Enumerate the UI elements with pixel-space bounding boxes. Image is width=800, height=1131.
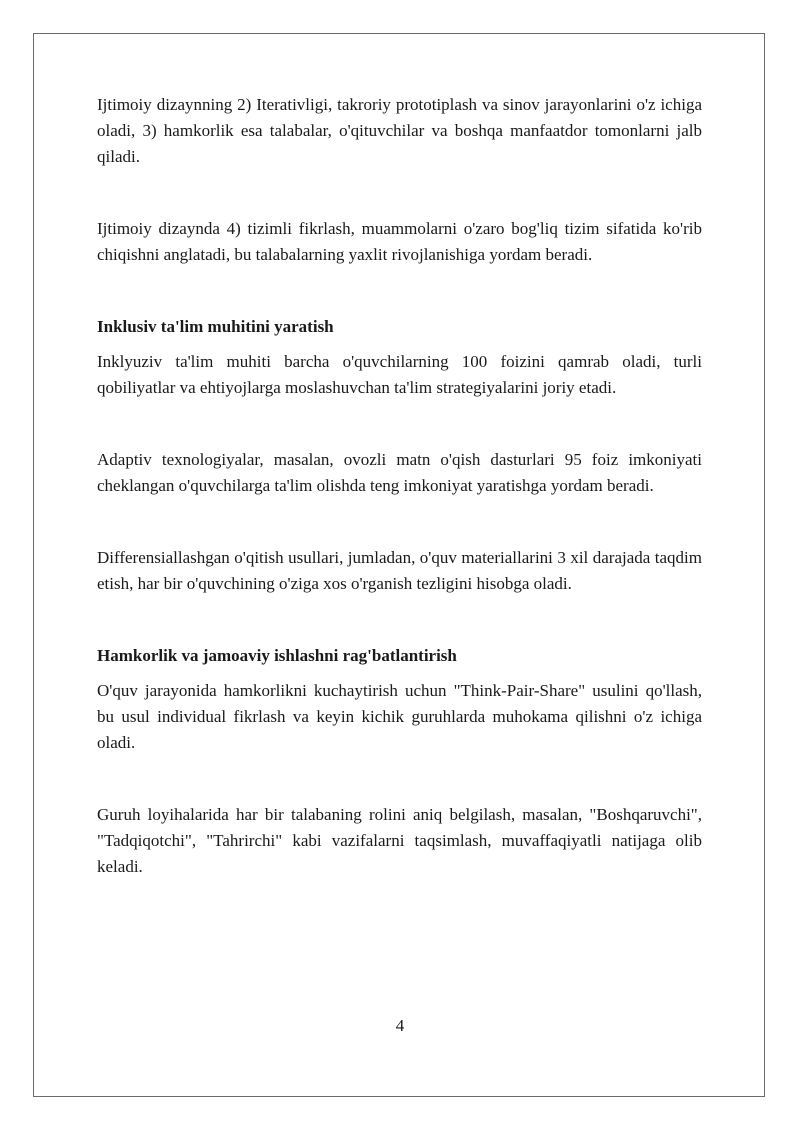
paragraph-group-roles: Guruh loyihalarida har bir talabaning rolini aniq belgilash, masalan, "Boshqaruvchi", "Tadqiqotchi", "Tahrirchi" kabi vazifalarni taqsimlash, muvaffaqiyatli natijaga olib keladi. bbox=[97, 805, 702, 876]
page-number: 4 bbox=[395, 1016, 405, 1035]
section-heading-collaboration: Hamkorlik va jamoaviy ishlashni rag'batlantirish bbox=[97, 646, 457, 665]
paragraph-differentiated-teaching: Differensiallashgan o'qitish usullari, jumladan, o'quv materiallarini 3 xil darajada taqdim etish, har bir o'quvchining o'ziga xos o'rganish tezligini hisobga oladi. bbox=[97, 548, 702, 593]
paragraph-think-pair-share: O'quv jarayonida hamkorlikni kuchaytirish uchun "Think-Pair-Share" usulini qo'llash, bu usul individual fikrlash va keyin kichik guruhlarda muhokama qilishni o'z ichiga oladi. bbox=[97, 681, 702, 752]
document-body bbox=[97, 92, 702, 880]
paragraph-inclusive-environment: Inklyuziv ta'lim muhiti barcha o'quvchilarning 100 foizini qamrab oladi, turli qobiliyatlar va ehtiyojlarga moslashuvchan ta'lim strategiyalarini joriy etadi. bbox=[97, 352, 702, 397]
paragraph-adaptive-technologies: Adaptiv texnologiyalar, masalan, ovozli matn o'qish dasturlari 95 foiz imkoniyati cheklangan o'quvchilarga ta'lim olishda teng imkoniyat yaratishga yordam beradi. bbox=[97, 450, 702, 495]
paragraph-systems-thinking: Ijtimoiy dizaynda 4) tizimli fikrlash, muammolarni o'zaro bog'liq tizim sifatida ko'rib chiqishni anglatadi, bu talabalarning yaxlit rivojlanishiga yordam beradi. bbox=[97, 219, 702, 264]
section-heading-inclusive: Inklusiv ta'lim muhitini yaratish bbox=[97, 317, 334, 336]
paragraph-iterativity: Ijtimoiy dizaynning 2) Iterativligi, takroriy prototiplash va sinov jarayonlarini o'z ichiga oladi, 3) hamkorlik esa talabalar, o'qituvchilar va boshqa manfaatdor tomonlarni jalb qiladi. bbox=[97, 95, 702, 166]
